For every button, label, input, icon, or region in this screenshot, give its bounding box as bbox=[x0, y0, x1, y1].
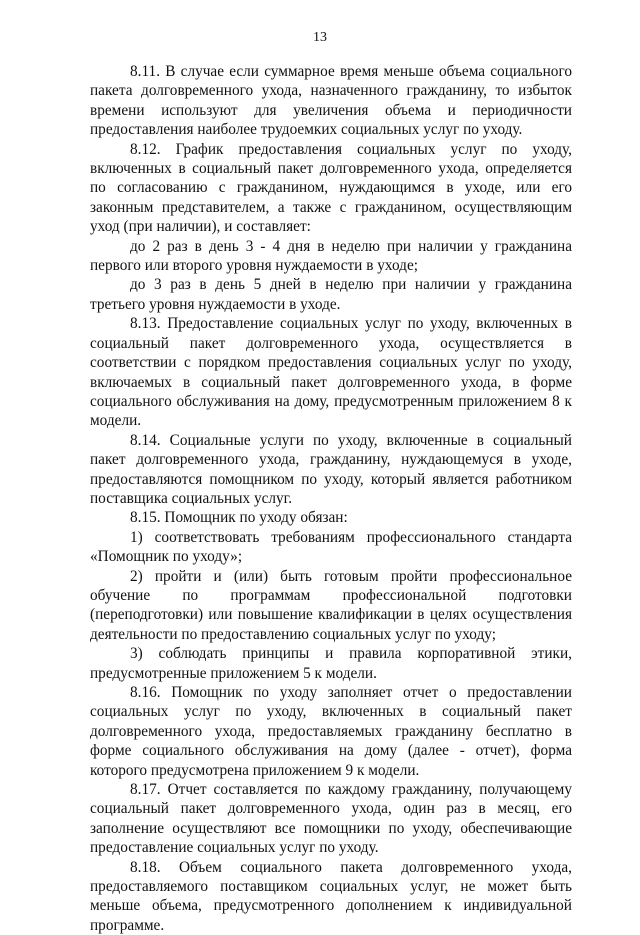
paragraph-schedule-level-1-2: до 2 раз в день 3 - 4 дня в неделю при наличии у гражданина первого или второго уровня нуждаемости в уходе; bbox=[90, 237, 572, 275]
paragraph-8-15-item-2: 2) пройти и (или) быть готовым пройти профессиональное обучение по программам профессиональной подготовки (переподготовки) или повышение квалификации в целях осуществления деятельности по предоставлению социальных услуг по уходу; bbox=[90, 567, 572, 643]
paragraph-8-12: 8.12. График предоставления социальных услуг по уходу, включенных в социальный пакет долговременного ухода, определяется по согласованию с гражданином, нуждающимся в уходе, или его законным представителем, а также с гражданином, осуществляющим уход (при наличии), и составляет: bbox=[90, 140, 572, 236]
paragraph-8-15-item-3: 3) соблюдать принципы и правила корпоративной этики, предусмотренные приложением 5 к модели. bbox=[90, 645, 572, 682]
paragraph-8-15: 8.15. Помощник по уходу обязан: bbox=[130, 509, 348, 527]
paragraph-8-15-item-1: 1) соответствовать требованиям профессионального стандарта «Помощник по уходу»; bbox=[90, 528, 572, 566]
paragraph-schedule-level-3: до 3 раз в день 5 дней в неделю при наличии у гражданина третьего уровня нуждаемости в уходе. bbox=[90, 276, 572, 313]
paragraph-8-18: 8.18. Объем социального пакета долговременного ухода, предоставляемого поставщиком социальных услуг, не может быть меньше объема, предусмотренного дополнением к индивидуальной программе. bbox=[90, 858, 572, 934]
document-body bbox=[90, 62, 572, 935]
paragraph-8-13: 8.13. Предоставление социальных услуг по уходу, включенных в социальный пакет долговременного ухода, осуществляется в соответствии с порядком предоставления социальных услуг по уходу, включаемых в социальный пакет долговременного ухода, в форме социального обслуживания на дому, предусмотренным приложением 8 к модели. bbox=[90, 315, 572, 430]
paragraph-8-16: 8.16. Помощник по уходу заполняет отчет о предоставлении социальных услуг по уходу, включенных в социальный пакет долговременного ухода, предоставляемых гражданину бесплатно в форме социального обслуживания на дому (далее - отчет), форма которого предусмотрена приложением 9 к модели. bbox=[90, 684, 572, 779]
paragraph-8-17: 8.17. Отчет составляется по каждому гражданину, получающему социальный пакет долговременного ухода, один раз в месяц, его заполнение осуществляют все помощники по уходу, обеспечивающие предоставление социальных услуг по уходу. bbox=[90, 781, 572, 857]
page-number: 13 bbox=[313, 30, 327, 45]
paragraph-8-11: 8.11. В случае если суммарное время меньше объема социального пакета долговременного ухода, назначенного гражданину, то избыток времени используют для увеличения объема и периодичности предоставления наиболее трудоемких социальных услуг по уходу. bbox=[90, 63, 572, 139]
paragraph-8-14: 8.14. Социальные услуги по уходу, включенные в социальный пакет долговременного ухода, гражданину, нуждающемуся в уходе, предоставляются помощником по уходу, который является работником поставщика социальных услуг. bbox=[90, 431, 572, 507]
